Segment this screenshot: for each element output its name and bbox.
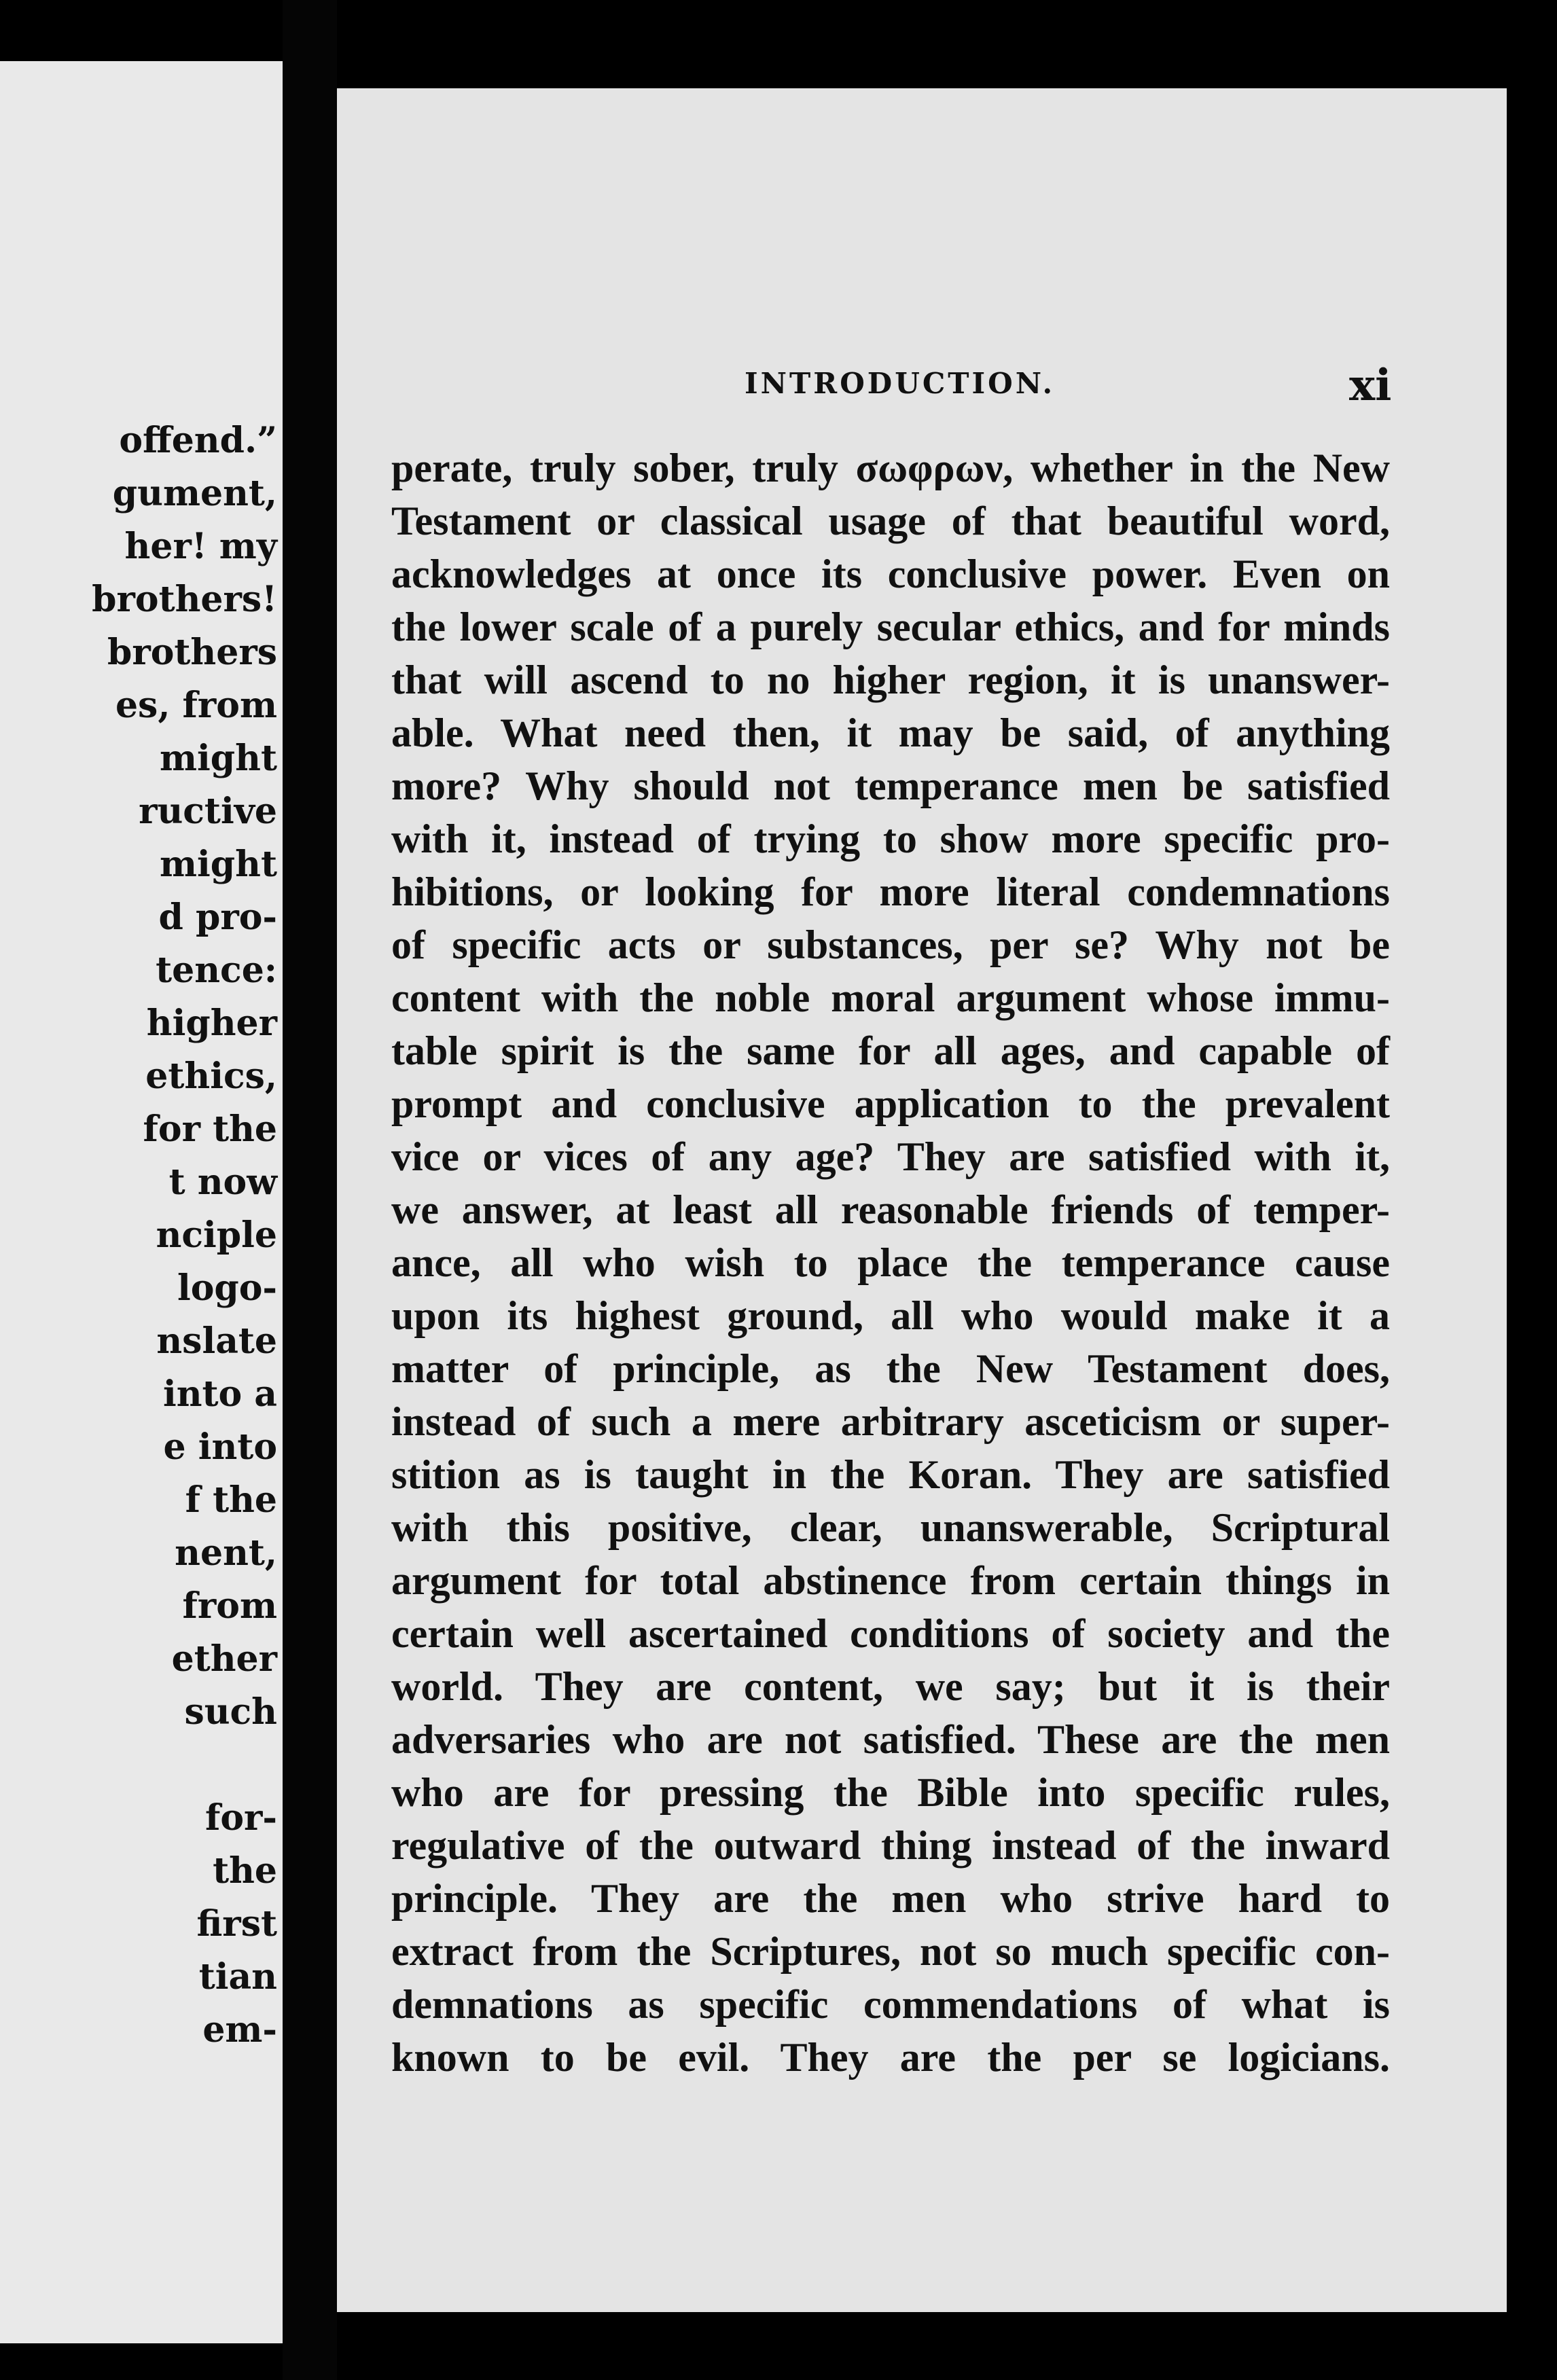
left-page-line: into a xyxy=(162,1373,277,1415)
left-page xyxy=(0,61,283,2343)
running-head xyxy=(337,360,1507,435)
body-line: that will ascend to no higher region, it is unanswer- xyxy=(391,657,1390,702)
body-line: of specific acts or substances, per se? Why not be xyxy=(391,922,1390,967)
left-page-line xyxy=(5,1739,277,1792)
page-number: xi xyxy=(1349,360,1392,411)
body-line: hibitions, or looking for more literal condemnations xyxy=(391,869,1390,914)
left-page-line: from xyxy=(182,1585,277,1627)
body-line: principle. They are the men who strive hard to xyxy=(391,1876,1390,1921)
body-line: demnations as specific commendations of what is xyxy=(391,1982,1390,2027)
left-page-line: the xyxy=(213,1850,277,1892)
body-line: who are for pressing the Bible into specific rules, xyxy=(391,1770,1390,1815)
body-line: Testament or classical usage of that beautiful word, xyxy=(391,499,1390,543)
body-line: ance, all who wish to place the temperance cause xyxy=(391,1240,1390,1285)
body-line: vice or vices of any age? They are satisfied with it, xyxy=(391,1134,1390,1179)
body-text xyxy=(391,441,1390,2084)
left-page-line: d pro- xyxy=(158,897,277,938)
left-page-line: brothers! xyxy=(92,579,277,620)
body-line: table spirit is the same for all ages, and capable of xyxy=(391,1028,1390,1073)
body-line: acknowledges at once its conclusive power. Even on xyxy=(391,552,1390,596)
body-line: extract from the Scriptures, not so much specific con- xyxy=(391,1929,1390,1974)
left-page-line: might xyxy=(160,844,277,885)
body-line: more? Why should not temperance men be satisfied xyxy=(391,763,1390,808)
left-page-text xyxy=(5,414,277,2057)
left-page-line: brothers xyxy=(107,632,277,673)
body-line: prompt and conclusive application to the prevalent xyxy=(391,1081,1390,1126)
left-page-line: tence: xyxy=(156,950,277,991)
body-line: upon its highest ground, all who would make it a xyxy=(391,1293,1390,1338)
body-line: adversaries who are not satisfied. These are the men xyxy=(391,1717,1390,1762)
left-page-line: her! my xyxy=(124,526,277,567)
body-line: regulative of the outward thing instead of the inward xyxy=(391,1823,1390,1868)
left-page-line: such xyxy=(184,1691,277,1733)
body-line: known to be evil. They are the per se logicians. xyxy=(391,2035,1390,2080)
left-page-line: first xyxy=(196,1903,277,1945)
body-line: able. What need then, it may be said, of anything xyxy=(391,710,1390,755)
body-line: the lower scale of a purely secular ethics, and for minds xyxy=(391,605,1390,649)
running-title: INTRODUCTION. xyxy=(745,367,1056,400)
left-page-line: gument, xyxy=(112,473,277,514)
left-page-line: em- xyxy=(202,2009,277,2051)
body-line: with this positive, clear, unanswerable, Scriptural xyxy=(391,1505,1390,1550)
body-line: perate, truly sober, truly σωφρων, whether in the New xyxy=(391,446,1390,490)
body-line: we answer, at least all reasonable friends of temper- xyxy=(391,1187,1390,1232)
body-line: content with the noble moral argument whose immu- xyxy=(391,975,1390,1020)
left-page-line: e into xyxy=(163,1426,277,1468)
left-page-line: for- xyxy=(204,1797,277,1839)
body-line: world. They are content, we say; but it is their xyxy=(391,1664,1390,1709)
left-page-line: f the xyxy=(185,1479,277,1521)
body-line: stition as is taught in the Koran. They are satisfied xyxy=(391,1452,1390,1497)
left-page-line: might xyxy=(160,738,277,779)
left-page-line: t now xyxy=(168,1161,277,1203)
body-line: instead of such a mere arbitrary asceticism or super- xyxy=(391,1399,1390,1444)
scan-border xyxy=(1507,0,1557,2380)
body-line: argument for total abstinence from certain things in xyxy=(391,1558,1390,1603)
body-line: certain well ascertained conditions of society and the xyxy=(391,1611,1390,1656)
left-page-line: offend.” xyxy=(119,420,277,461)
left-page-line: nciple xyxy=(156,1214,277,1256)
body-line: with it, instead of trying to show more specific pro- xyxy=(391,816,1390,861)
left-page-line: for the xyxy=(143,1108,277,1150)
right-page xyxy=(337,88,1507,2312)
left-page-line: higher xyxy=(146,1003,277,1044)
left-page-line: es, from xyxy=(115,685,277,726)
body-line: matter of principle, as the New Testament does, xyxy=(391,1346,1390,1391)
left-page-line: nslate xyxy=(156,1320,277,1362)
left-page-line: ethics, xyxy=(145,1056,277,1097)
left-page-line: tian xyxy=(198,1956,277,1998)
book-gutter xyxy=(283,0,337,2380)
left-page-line: ructive xyxy=(139,791,277,832)
left-page-line: logo- xyxy=(177,1267,277,1309)
left-page-line: nent, xyxy=(175,1532,277,1574)
left-page-line: ether xyxy=(171,1638,277,1680)
